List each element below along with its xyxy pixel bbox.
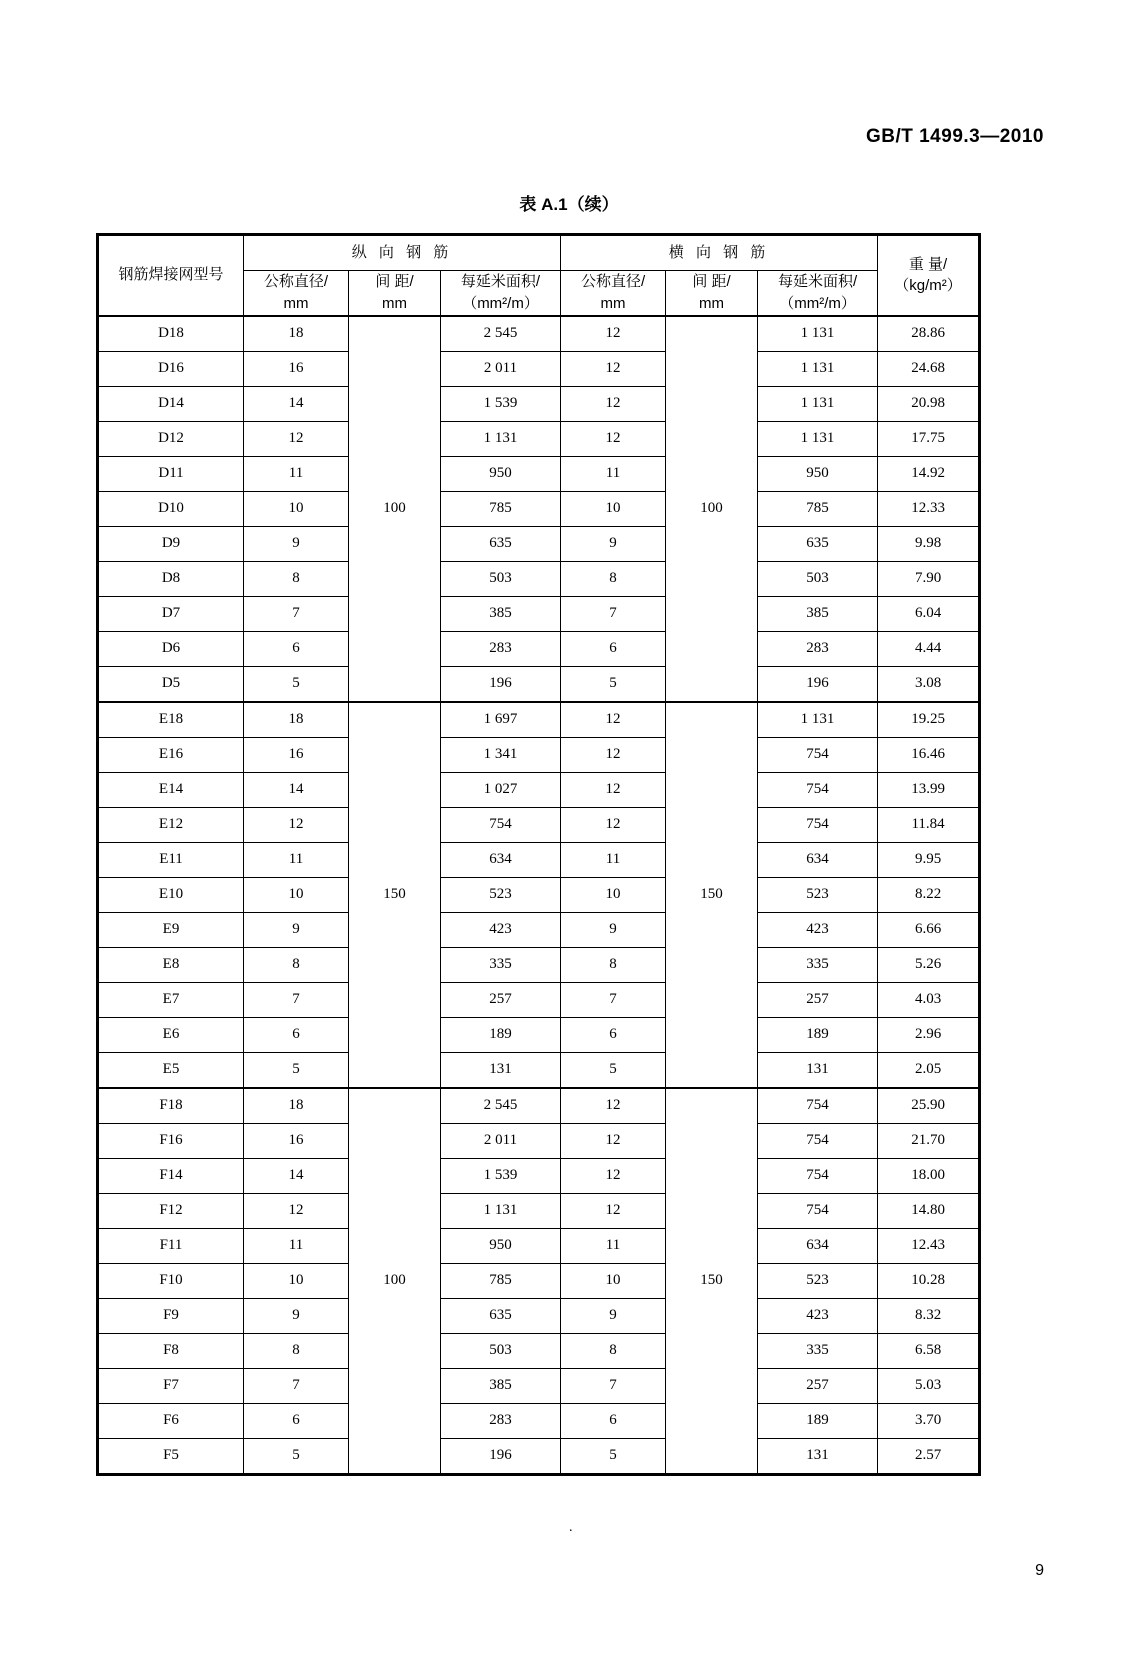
cell-long-spacing: 100	[349, 316, 441, 702]
cell-long-area: 257	[441, 982, 561, 1017]
header-mesh-type: 钢筋焊接网型号	[98, 235, 244, 316]
cell-trans-area: 423	[758, 912, 878, 947]
cell-mesh-type: D8	[98, 561, 244, 596]
cell-long-diameter: 8	[244, 947, 349, 982]
cell-long-area: 1 697	[441, 702, 561, 738]
cell-long-area: 423	[441, 912, 561, 947]
cell-trans-area: 503	[758, 561, 878, 596]
cell-long-area: 634	[441, 842, 561, 877]
cell-long-diameter: 14	[244, 386, 349, 421]
cell-mesh-type: F16	[98, 1123, 244, 1158]
cell-weight: 21.70	[878, 1123, 980, 1158]
cell-long-diameter: 11	[244, 1228, 349, 1263]
header-trans-area-line2: （mm²/m）	[779, 294, 856, 312]
cell-long-area: 635	[441, 526, 561, 561]
cell-long-diameter: 16	[244, 351, 349, 386]
cell-trans-area: 634	[758, 1228, 878, 1263]
cell-trans-diameter: 5	[561, 1052, 666, 1088]
cell-long-diameter: 18	[244, 1088, 349, 1124]
header-transverse-group: 横 向 钢 筋	[561, 235, 878, 271]
cell-long-area: 2 545	[441, 316, 561, 352]
cell-long-area: 385	[441, 596, 561, 631]
cell-trans-area: 754	[758, 1193, 878, 1228]
cell-long-diameter: 14	[244, 772, 349, 807]
header-trans-area-line1: 每延米面积/	[777, 273, 858, 290]
cell-weight: 10.28	[878, 1263, 980, 1298]
cell-trans-diameter: 12	[561, 1193, 666, 1228]
cell-long-diameter: 14	[244, 1158, 349, 1193]
mesh-specification-table	[96, 233, 981, 1476]
table-row	[98, 807, 980, 842]
header-long-diameter-line2: mm	[283, 294, 309, 312]
cell-long-diameter: 7	[244, 1368, 349, 1403]
cell-trans-area: 1 131	[758, 421, 878, 456]
cell-long-area: 196	[441, 1438, 561, 1474]
cell-mesh-type: E14	[98, 772, 244, 807]
header-row-groups	[98, 235, 980, 271]
cell-weight: 13.99	[878, 772, 980, 807]
header-trans-spacing-line2: mm	[699, 294, 725, 312]
table-container	[96, 233, 978, 1476]
cell-long-diameter: 5	[244, 1052, 349, 1088]
cell-long-area: 189	[441, 1017, 561, 1052]
header-longitudinal-group: 纵 向 钢 筋	[244, 235, 561, 271]
cell-long-diameter: 8	[244, 561, 349, 596]
table-row	[98, 666, 980, 702]
cell-long-diameter: 6	[244, 1403, 349, 1438]
cell-trans-area: 635	[758, 526, 878, 561]
cell-trans-diameter: 12	[561, 772, 666, 807]
cell-trans-area: 754	[758, 772, 878, 807]
cell-trans-diameter: 8	[561, 561, 666, 596]
cell-long-diameter: 8	[244, 1333, 349, 1368]
cell-long-area: 385	[441, 1368, 561, 1403]
table-row	[98, 877, 980, 912]
cell-long-diameter: 18	[244, 316, 349, 352]
cell-weight: 4.03	[878, 982, 980, 1017]
cell-long-diameter: 12	[244, 1193, 349, 1228]
header-weight-line2: （kg/m²）	[894, 277, 962, 295]
cell-weight: 4.44	[878, 631, 980, 666]
table-row	[98, 526, 980, 561]
cell-mesh-type: D6	[98, 631, 244, 666]
cell-long-diameter: 12	[244, 807, 349, 842]
table-row	[98, 1263, 980, 1298]
cell-mesh-type: F9	[98, 1298, 244, 1333]
cell-long-area: 1 131	[441, 421, 561, 456]
cell-trans-diameter: 12	[561, 316, 666, 352]
cell-weight: 3.70	[878, 1403, 980, 1438]
table-row	[98, 982, 980, 1017]
cell-weight: 16.46	[878, 737, 980, 772]
cell-long-diameter: 10	[244, 1263, 349, 1298]
cell-trans-diameter: 11	[561, 842, 666, 877]
cell-trans-area: 754	[758, 1123, 878, 1158]
cell-trans-diameter: 7	[561, 1368, 666, 1403]
cell-weight: 2.57	[878, 1438, 980, 1474]
cell-weight: 6.04	[878, 596, 980, 631]
cell-weight: 19.25	[878, 702, 980, 738]
table-row	[98, 1368, 980, 1403]
table-row	[98, 772, 980, 807]
cell-trans-diameter: 7	[561, 596, 666, 631]
cell-weight: 3.08	[878, 666, 980, 702]
cell-long-area: 503	[441, 561, 561, 596]
header-trans-area	[758, 271, 878, 316]
table-row	[98, 1158, 980, 1193]
cell-weight: 24.68	[878, 351, 980, 386]
cell-long-diameter: 10	[244, 877, 349, 912]
header-long-area-line2: （mm²/m）	[462, 294, 539, 312]
cell-trans-area: 754	[758, 807, 878, 842]
cell-trans-area: 1 131	[758, 386, 878, 421]
cell-mesh-type: F6	[98, 1403, 244, 1438]
cell-trans-area: 335	[758, 947, 878, 982]
cell-mesh-type: D7	[98, 596, 244, 631]
cell-weight: 14.92	[878, 456, 980, 491]
cell-long-diameter: 16	[244, 1123, 349, 1158]
cell-long-area: 1 131	[441, 1193, 561, 1228]
cell-weight: 8.22	[878, 877, 980, 912]
cell-trans-area: 754	[758, 1158, 878, 1193]
header-trans-diameter	[561, 271, 666, 316]
cell-mesh-type: F10	[98, 1263, 244, 1298]
cell-trans-area: 523	[758, 877, 878, 912]
table-row	[98, 1193, 980, 1228]
cell-trans-diameter: 12	[561, 1088, 666, 1124]
header-weight-line1: 重 量/	[908, 255, 948, 273]
cell-mesh-type: E8	[98, 947, 244, 982]
cell-mesh-type: F7	[98, 1368, 244, 1403]
cell-mesh-type: E6	[98, 1017, 244, 1052]
table-row	[98, 596, 980, 631]
cell-weight: 2.96	[878, 1017, 980, 1052]
cell-mesh-type: D18	[98, 316, 244, 352]
cell-mesh-type: F14	[98, 1158, 244, 1193]
cell-trans-diameter: 5	[561, 666, 666, 702]
cell-long-spacing: 100	[349, 1088, 441, 1475]
cell-trans-diameter: 6	[561, 1017, 666, 1052]
cell-mesh-type: D9	[98, 526, 244, 561]
cell-long-area: 196	[441, 666, 561, 702]
standard-number-header: GB/T 1499.3—2010	[865, 126, 1044, 147]
header-trans-spacing	[666, 271, 758, 316]
cell-mesh-type: D16	[98, 351, 244, 386]
cell-long-area: 785	[441, 491, 561, 526]
cell-weight: 25.90	[878, 1088, 980, 1124]
cell-long-area: 1 027	[441, 772, 561, 807]
table-head	[98, 235, 980, 316]
cell-trans-spacing: 100	[666, 316, 758, 702]
cell-trans-diameter: 5	[561, 1438, 666, 1474]
header-long-spacing-line2: mm	[382, 294, 407, 312]
cell-long-area: 523	[441, 877, 561, 912]
table-caption: 表 A.1（续）	[519, 195, 619, 214]
table-row	[98, 1228, 980, 1263]
cell-long-diameter: 12	[244, 421, 349, 456]
cell-weight: 28.86	[878, 316, 980, 352]
cell-trans-area: 754	[758, 1088, 878, 1124]
cell-mesh-type: D14	[98, 386, 244, 421]
table-row	[98, 737, 980, 772]
table-row	[98, 1017, 980, 1052]
cell-long-area: 2 545	[441, 1088, 561, 1124]
cell-long-area: 754	[441, 807, 561, 842]
cell-weight: 6.66	[878, 912, 980, 947]
cell-weight: 11.84	[878, 807, 980, 842]
cell-mesh-type: F18	[98, 1088, 244, 1124]
header-long-spacing	[349, 271, 441, 316]
cell-trans-area: 335	[758, 1333, 878, 1368]
cell-mesh-type: F11	[98, 1228, 244, 1263]
cell-long-area: 503	[441, 1333, 561, 1368]
cell-trans-diameter: 6	[561, 1403, 666, 1438]
cell-trans-diameter: 10	[561, 877, 666, 912]
cell-trans-area: 385	[758, 596, 878, 631]
cell-weight: 9.95	[878, 842, 980, 877]
header-weight	[878, 235, 980, 316]
cell-long-area: 635	[441, 1298, 561, 1333]
cell-long-area: 335	[441, 947, 561, 982]
table-row	[98, 316, 980, 352]
cell-mesh-type: F8	[98, 1333, 244, 1368]
cell-long-area: 131	[441, 1052, 561, 1088]
cell-trans-diameter: 9	[561, 1298, 666, 1333]
cell-trans-area: 1 131	[758, 702, 878, 738]
cell-long-area: 1 341	[441, 737, 561, 772]
cell-mesh-type: E10	[98, 877, 244, 912]
cell-long-area: 1 539	[441, 386, 561, 421]
table-row	[98, 1052, 980, 1088]
cell-weight: 7.90	[878, 561, 980, 596]
cell-trans-diameter: 12	[561, 1123, 666, 1158]
cell-long-area: 1 539	[441, 1158, 561, 1193]
cell-weight: 20.98	[878, 386, 980, 421]
header-long-area	[441, 271, 561, 316]
cell-trans-diameter: 11	[561, 456, 666, 491]
cell-long-spacing: 150	[349, 702, 441, 1088]
cell-long-diameter: 7	[244, 596, 349, 631]
cell-weight: 6.58	[878, 1333, 980, 1368]
cell-trans-diameter: 12	[561, 702, 666, 738]
cell-weight: 9.98	[878, 526, 980, 561]
cell-long-diameter: 6	[244, 631, 349, 666]
cell-trans-diameter: 9	[561, 912, 666, 947]
cell-trans-area: 1 131	[758, 351, 878, 386]
table-row	[98, 386, 980, 421]
cell-trans-area: 189	[758, 1403, 878, 1438]
cell-mesh-type: D5	[98, 666, 244, 702]
cell-long-diameter: 16	[244, 737, 349, 772]
cell-long-area: 283	[441, 1403, 561, 1438]
cell-weight: 14.80	[878, 1193, 980, 1228]
cell-trans-area: 257	[758, 1368, 878, 1403]
table-row	[98, 561, 980, 596]
table-row	[98, 351, 980, 386]
cell-trans-area: 754	[758, 737, 878, 772]
table-row	[98, 421, 980, 456]
cell-trans-area: 523	[758, 1263, 878, 1298]
cell-weight: 5.03	[878, 1368, 980, 1403]
header-long-area-line1: 每延米面积/	[460, 273, 541, 290]
cell-weight: 2.05	[878, 1052, 980, 1088]
cell-long-area: 283	[441, 631, 561, 666]
cell-long-diameter: 5	[244, 1438, 349, 1474]
cell-long-diameter: 5	[244, 666, 349, 702]
table-row	[98, 1298, 980, 1333]
cell-long-diameter: 11	[244, 842, 349, 877]
cell-trans-area: 189	[758, 1017, 878, 1052]
cell-mesh-type: E18	[98, 702, 244, 738]
cell-mesh-type: E11	[98, 842, 244, 877]
cell-trans-area: 131	[758, 1438, 878, 1474]
cell-trans-diameter: 12	[561, 421, 666, 456]
table-row	[98, 842, 980, 877]
table-row	[98, 456, 980, 491]
page-number: 9	[1035, 1562, 1044, 1579]
cell-trans-area: 257	[758, 982, 878, 1017]
header-long-spacing-line1: 间 距/	[375, 273, 414, 290]
cell-weight: 8.32	[878, 1298, 980, 1333]
cell-mesh-type: E16	[98, 737, 244, 772]
cell-long-area: 950	[441, 1228, 561, 1263]
cell-long-diameter: 9	[244, 912, 349, 947]
cell-long-area: 2 011	[441, 1123, 561, 1158]
cell-long-diameter: 11	[244, 456, 349, 491]
cell-trans-area: 1 131	[758, 316, 878, 352]
cell-trans-diameter: 12	[561, 807, 666, 842]
table-body	[98, 316, 980, 1475]
cell-long-diameter: 10	[244, 491, 349, 526]
cell-weight: 12.43	[878, 1228, 980, 1263]
header-trans-diameter-line1: 公称直径/	[580, 273, 646, 290]
cell-trans-area: 131	[758, 1052, 878, 1088]
cell-trans-area: 423	[758, 1298, 878, 1333]
table-row	[98, 947, 980, 982]
table-row	[98, 1333, 980, 1368]
cell-long-area: 950	[441, 456, 561, 491]
cell-trans-diameter: 11	[561, 1228, 666, 1263]
cell-long-diameter: 7	[244, 982, 349, 1017]
cell-mesh-type: D12	[98, 421, 244, 456]
cell-long-diameter: 18	[244, 702, 349, 738]
cell-mesh-type: E7	[98, 982, 244, 1017]
cell-mesh-type: F5	[98, 1438, 244, 1474]
cell-mesh-type: D11	[98, 456, 244, 491]
cell-long-area: 785	[441, 1263, 561, 1298]
cell-trans-diameter: 10	[561, 1263, 666, 1298]
cell-weight: 5.26	[878, 947, 980, 982]
cell-mesh-type: E12	[98, 807, 244, 842]
header-long-diameter-line1: 公称直径/	[263, 273, 329, 290]
footer-mark: .	[569, 1520, 573, 1535]
cell-long-diameter: 9	[244, 1298, 349, 1333]
cell-trans-diameter: 8	[561, 1333, 666, 1368]
cell-mesh-type: D10	[98, 491, 244, 526]
table-row	[98, 702, 980, 738]
cell-trans-spacing: 150	[666, 1088, 758, 1475]
cell-trans-area: 785	[758, 491, 878, 526]
cell-trans-area: 196	[758, 666, 878, 702]
cell-trans-diameter: 12	[561, 737, 666, 772]
cell-trans-diameter: 12	[561, 351, 666, 386]
table-row	[98, 491, 980, 526]
table-row	[98, 1123, 980, 1158]
header-trans-spacing-line1: 间 距/	[692, 273, 731, 290]
cell-trans-area: 283	[758, 631, 878, 666]
cell-trans-diameter: 10	[561, 491, 666, 526]
table-row	[98, 912, 980, 947]
cell-long-diameter: 9	[244, 526, 349, 561]
cell-weight: 17.75	[878, 421, 980, 456]
cell-trans-diameter: 12	[561, 386, 666, 421]
cell-trans-diameter: 8	[561, 947, 666, 982]
cell-trans-diameter: 9	[561, 526, 666, 561]
cell-trans-spacing: 150	[666, 702, 758, 1088]
cell-mesh-type: E9	[98, 912, 244, 947]
table-row	[98, 631, 980, 666]
table-row	[98, 1088, 980, 1124]
cell-trans-diameter: 12	[561, 1158, 666, 1193]
cell-trans-diameter: 6	[561, 631, 666, 666]
cell-weight: 12.33	[878, 491, 980, 526]
cell-trans-area: 950	[758, 456, 878, 491]
cell-weight: 18.00	[878, 1158, 980, 1193]
cell-long-area: 2 011	[441, 351, 561, 386]
cell-mesh-type: F12	[98, 1193, 244, 1228]
table-row	[98, 1438, 980, 1474]
header-long-diameter	[244, 271, 349, 316]
table-row	[98, 1403, 980, 1438]
cell-mesh-type: E5	[98, 1052, 244, 1088]
cell-trans-diameter: 7	[561, 982, 666, 1017]
header-trans-diameter-line2: mm	[600, 294, 626, 312]
cell-trans-area: 634	[758, 842, 878, 877]
cell-long-diameter: 6	[244, 1017, 349, 1052]
